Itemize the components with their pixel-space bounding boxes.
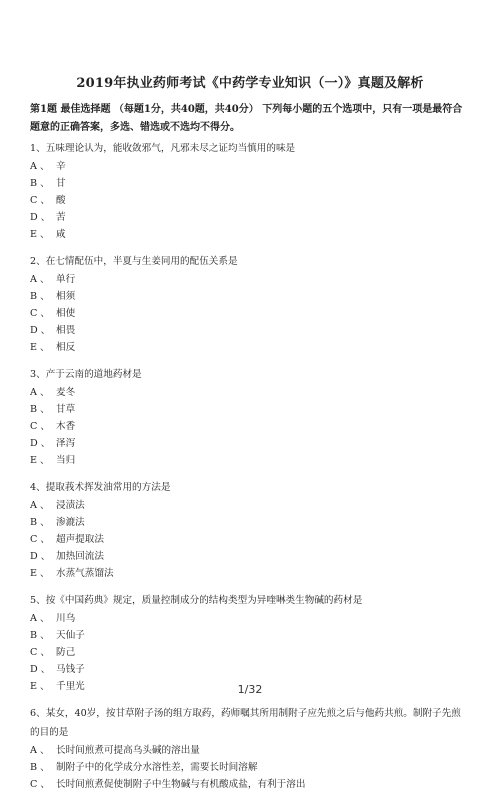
option-text: 相畏 bbox=[56, 325, 76, 336]
question-block bbox=[30, 591, 470, 695]
question-stem: 1、五味理论认为，能收敛邪气，凡邪未尽之证均当慎用的味是 bbox=[30, 143, 296, 154]
answer-option bbox=[30, 339, 470, 356]
question-block bbox=[30, 139, 470, 243]
option-letter: B 、 bbox=[30, 762, 50, 773]
answer-option bbox=[30, 661, 470, 678]
answer-option bbox=[30, 305, 470, 322]
question-stem: 6、某女，40岁，按甘草附子汤的组方取药，药师嘱其所用制附子应先煎之后与他药共煎。制附子先煎的目的是 bbox=[30, 708, 461, 738]
option-text: 相使 bbox=[56, 308, 76, 319]
option-text: 辛 bbox=[56, 161, 66, 172]
section-instructions: 第1题 最佳选择题 （每题1分，共40题，共40分） 下列每小题的五个选项中，只有一项是最符合题意的正确答案，多选、错选或不选均不得分。 bbox=[30, 104, 463, 133]
option-letter: A 、 bbox=[30, 161, 50, 172]
option-text: 泽泻 bbox=[56, 438, 76, 449]
answer-option bbox=[30, 627, 470, 644]
answer-option bbox=[30, 322, 470, 339]
answer-option bbox=[30, 226, 470, 243]
option-text: 酸 bbox=[56, 195, 66, 206]
answer-option bbox=[30, 418, 470, 435]
option-letter: C 、 bbox=[30, 647, 50, 658]
option-text: 木香 bbox=[56, 421, 76, 432]
option-text: 水蒸气蒸馏法 bbox=[56, 568, 114, 579]
answer-option bbox=[30, 531, 470, 548]
option-letter: A 、 bbox=[30, 745, 50, 756]
answer-option bbox=[30, 192, 470, 209]
option-text: 加热回流法 bbox=[56, 551, 104, 562]
option-letter: C 、 bbox=[30, 421, 50, 432]
option-letter: B 、 bbox=[30, 404, 50, 415]
option-text: 长时间煎煮可提高乌头碱的溶出量 bbox=[56, 745, 200, 756]
option-letter: A 、 bbox=[30, 274, 50, 285]
option-text: 苦 bbox=[56, 212, 66, 223]
answer-option bbox=[30, 288, 470, 305]
option-letter: B 、 bbox=[30, 517, 50, 528]
option-letter: D 、 bbox=[30, 438, 51, 449]
option-text: 防己 bbox=[56, 647, 76, 658]
answer-option bbox=[30, 759, 470, 776]
option-letter: E 、 bbox=[30, 342, 50, 353]
answer-option bbox=[30, 401, 470, 418]
option-letter: C 、 bbox=[30, 308, 50, 319]
answer-option bbox=[30, 452, 470, 469]
option-letter: A 、 bbox=[30, 500, 50, 511]
option-letter: D 、 bbox=[30, 325, 51, 336]
option-letter: E 、 bbox=[30, 455, 50, 466]
option-text: 甘 bbox=[56, 178, 66, 189]
option-text: 超声提取法 bbox=[56, 534, 104, 545]
page-number: 1/32 bbox=[237, 683, 263, 696]
option-letter: D 、 bbox=[30, 551, 51, 562]
option-letter: C 、 bbox=[30, 779, 50, 790]
option-letter: B 、 bbox=[30, 630, 50, 641]
question-block bbox=[30, 478, 470, 582]
option-letter: D 、 bbox=[30, 664, 51, 675]
option-text: 川乌 bbox=[56, 613, 76, 624]
document-title: 2019年执业药师考试《中药学专业知识（一）》真题及解析 bbox=[76, 76, 424, 91]
option-text: 相须 bbox=[56, 291, 76, 302]
option-letter: B 、 bbox=[30, 291, 50, 302]
option-text: 渗漉法 bbox=[56, 517, 85, 528]
question-stem: 5、按《中国药典》规定，质量控制成分的结构类型为异喹啉类生物碱的药材是 bbox=[30, 595, 363, 606]
answer-option bbox=[30, 435, 470, 452]
question-stem: 4、提取莪术挥发油常用的方法是 bbox=[30, 482, 171, 493]
option-text: 甘草 bbox=[56, 404, 76, 415]
answer-option bbox=[30, 514, 470, 531]
option-text: 咸 bbox=[56, 229, 66, 240]
option-letter: C 、 bbox=[30, 195, 50, 206]
option-letter: B 、 bbox=[30, 178, 50, 189]
question-stem: 2、在七情配伍中，半夏与生姜同用的配伍关系是 bbox=[30, 256, 238, 267]
option-letter: E 、 bbox=[30, 681, 50, 692]
option-text: 制附子中的化学成分水溶性差，需要长时间溶解 bbox=[56, 762, 258, 773]
answer-option bbox=[30, 271, 470, 288]
question-stem: 3、产于云南的道地药材是 bbox=[30, 369, 142, 380]
option-letter: E 、 bbox=[30, 568, 50, 579]
option-text: 当归 bbox=[56, 455, 76, 466]
option-text: 天仙子 bbox=[56, 630, 85, 641]
answer-option bbox=[30, 644, 470, 661]
answer-option bbox=[30, 175, 470, 192]
option-letter: A 、 bbox=[30, 387, 50, 398]
option-text: 浸渍法 bbox=[56, 500, 85, 511]
option-text: 单行 bbox=[56, 274, 76, 285]
question-list bbox=[30, 139, 470, 802]
option-letter: E 、 bbox=[30, 229, 50, 240]
answer-option bbox=[30, 610, 470, 627]
answer-option bbox=[30, 384, 470, 401]
question-block bbox=[30, 704, 470, 793]
answer-option bbox=[30, 497, 470, 514]
option-letter: D 、 bbox=[30, 212, 51, 223]
answer-option bbox=[30, 565, 470, 582]
option-text: 长时间煎煮促使制附子中生物碱与有机酸成盐，有利于溶出 bbox=[56, 779, 306, 790]
answer-option bbox=[30, 158, 470, 175]
answer-option bbox=[30, 776, 470, 793]
answer-option bbox=[30, 548, 470, 565]
option-letter: A 、 bbox=[30, 613, 50, 624]
option-letter: C 、 bbox=[30, 534, 50, 545]
answer-option bbox=[30, 209, 470, 226]
option-text: 千里光 bbox=[56, 681, 85, 692]
option-text: 马钱子 bbox=[56, 664, 85, 675]
question-block bbox=[30, 365, 470, 469]
answer-option bbox=[30, 742, 470, 759]
option-text: 相反 bbox=[56, 342, 76, 353]
option-text: 麦冬 bbox=[56, 387, 76, 398]
question-block bbox=[30, 252, 470, 356]
